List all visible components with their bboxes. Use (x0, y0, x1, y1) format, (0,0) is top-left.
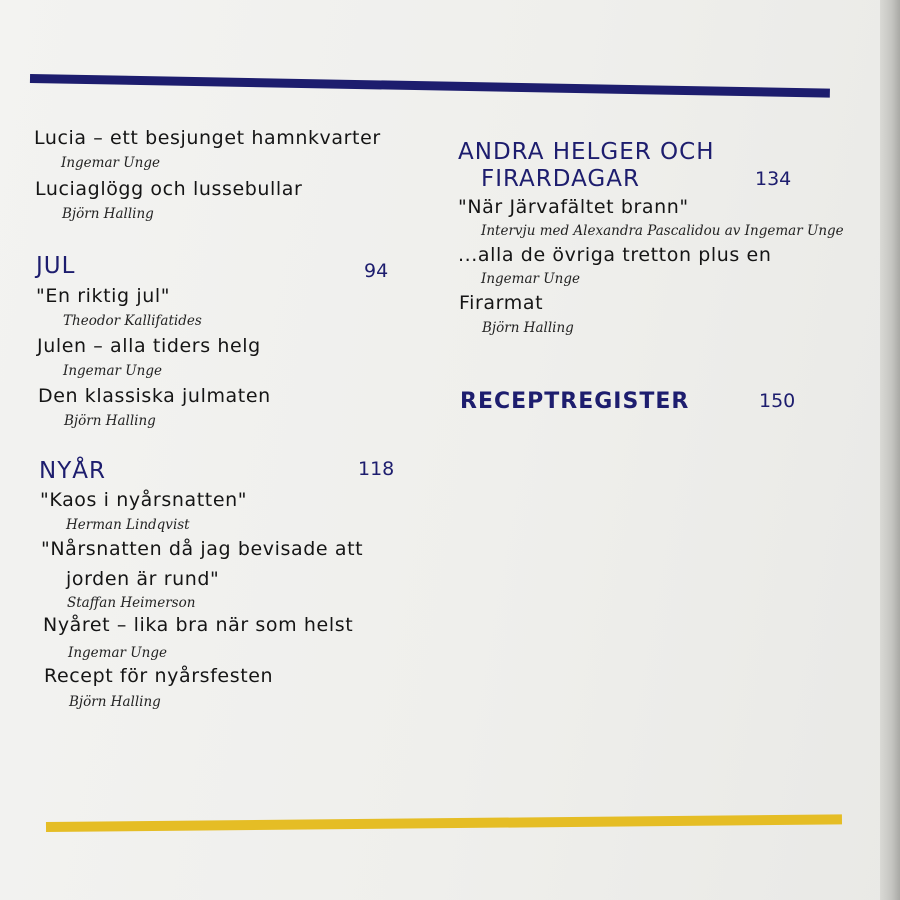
toc-entry-author: Intervju med Alexandra Pascalidou av Ingemar Unge (481, 223, 844, 239)
toc-entry-title: "Kaos i nyårsnatten" (40, 489, 248, 511)
toc-entry-title: Firarmat (459, 292, 544, 314)
toc-entry-title: Lucia – ett besjunget hamnkvarter (34, 127, 381, 149)
toc-entry-author: Ingemar Unge (68, 645, 167, 661)
section-heading-nyar: NYÅR (39, 458, 106, 484)
toc-entry-title: Den klassiska julmaten (38, 385, 271, 407)
toc-entry-author: Herman Lindqvist (66, 517, 190, 533)
section-page-number: 118 (358, 458, 395, 480)
toc-entry-title: "Nårsnatten då jag bevisade att (41, 538, 364, 560)
toc-entry-title-continued: jorden är rund" (66, 568, 220, 590)
toc-entry-title: Luciaglögg och lussebullar (35, 178, 303, 200)
section-heading-jul: JUL (36, 253, 76, 279)
toc-entry-author: Björn Halling (62, 206, 154, 222)
toc-entry-title: "När Järvafältet brann" (458, 196, 689, 218)
section-heading-firardagar: FIRARDAGAR (481, 166, 640, 192)
section-page-number: 94 (364, 260, 389, 282)
section-heading-receptregister: RECEPTREGISTER (460, 389, 690, 414)
section-page-number: 134 (755, 168, 792, 190)
toc-entry-author: Björn Halling (69, 694, 161, 710)
toc-entry-title: ...alla de övriga tretton plus en (458, 244, 772, 266)
toc-entry-author: Ingemar Unge (61, 155, 160, 171)
page-edge-shadow (880, 0, 900, 900)
toc-entry-title: "En riktig jul" (36, 285, 171, 307)
section-page-number: 150 (759, 390, 796, 412)
toc-entry-author: Ingemar Unge (481, 271, 580, 287)
toc-entry-title: Recept för nyårsfesten (44, 665, 274, 687)
toc-entry-author: Björn Halling (482, 320, 574, 336)
toc-entry-author: Ingemar Unge (63, 363, 162, 379)
top-blue-rule (30, 74, 830, 98)
toc-entry-title: Julen – alla tiders helg (37, 335, 261, 357)
toc-entry-author: Björn Halling (64, 413, 156, 429)
section-heading-andra-helger: ANDRA HELGER OCH (458, 139, 715, 165)
toc-entry-author: Theodor Kallifatides (63, 313, 202, 329)
toc-entry-title: Nyåret – lika bra när som helst (43, 614, 354, 636)
toc-entry-author: Staffan Heimerson (67, 595, 196, 611)
bottom-yellow-rule (46, 814, 842, 832)
